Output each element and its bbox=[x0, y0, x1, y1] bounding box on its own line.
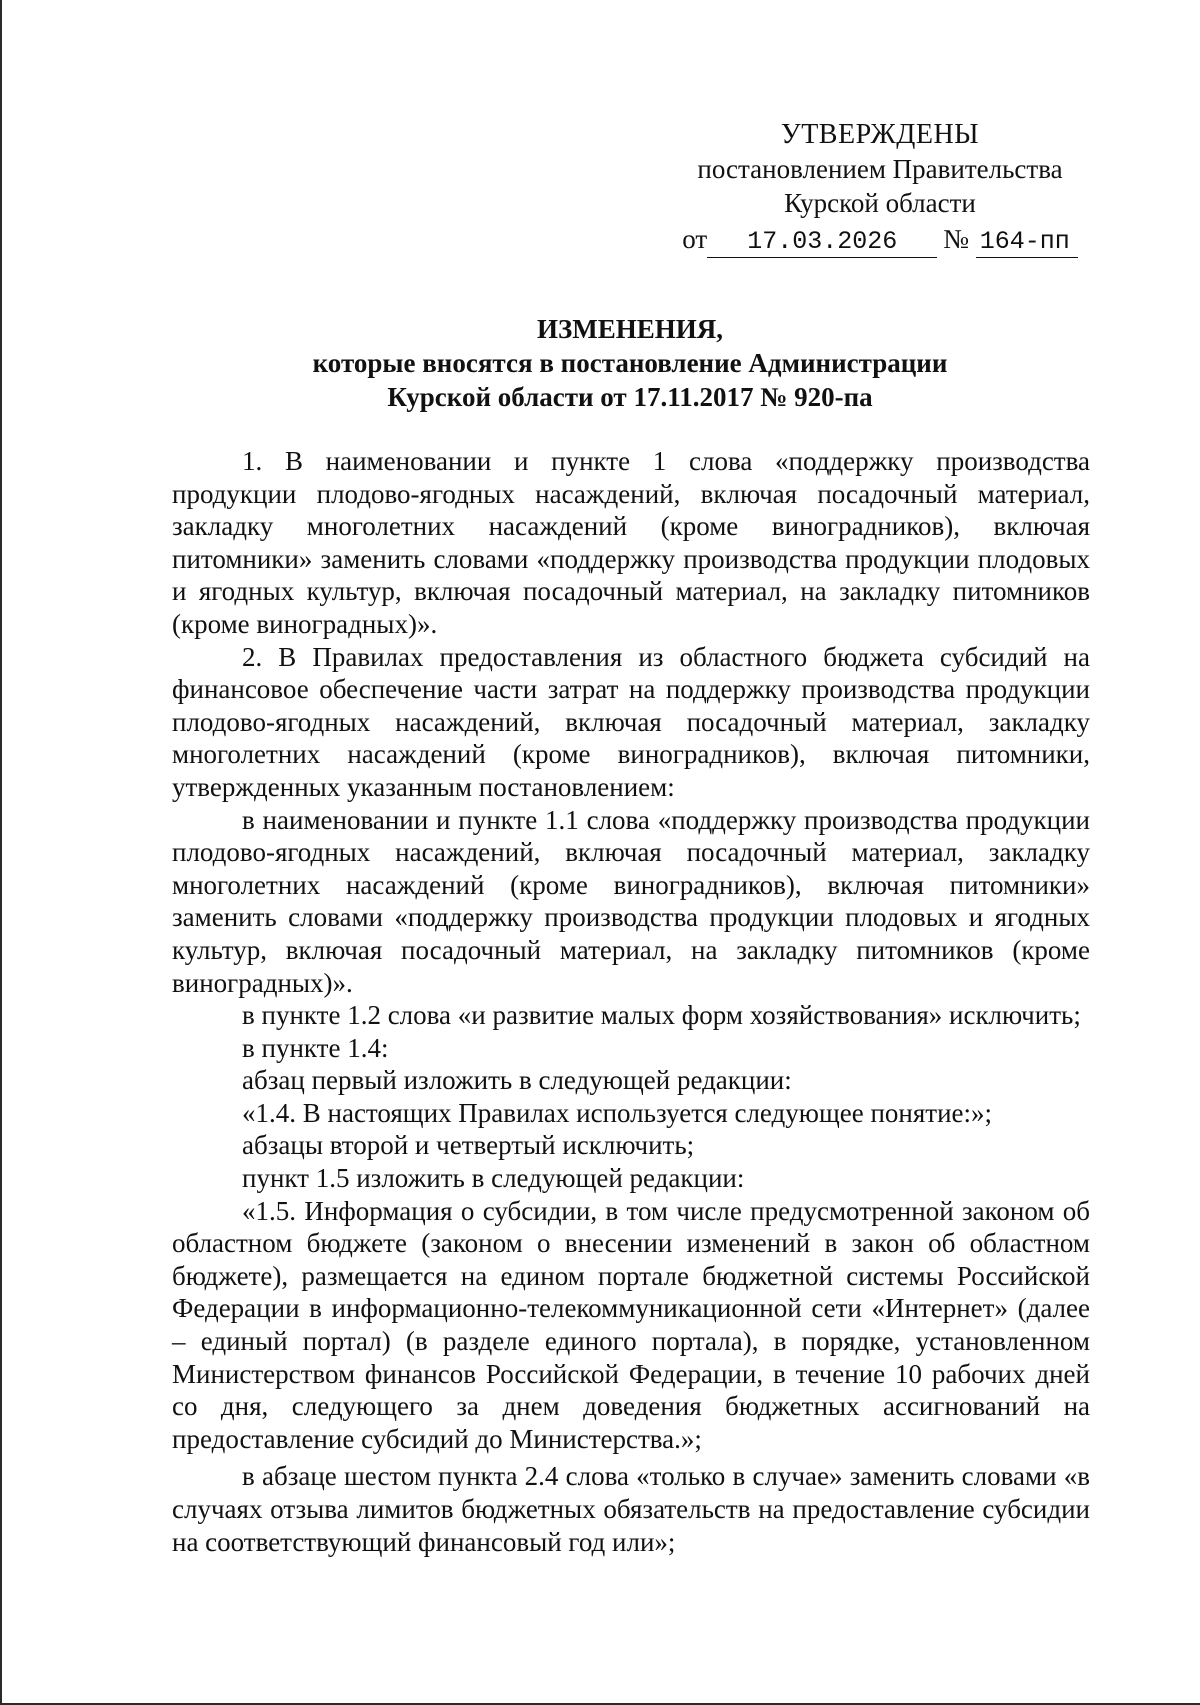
heading-title: ИЗМЕНЕНИЯ, bbox=[536, 314, 723, 344]
approval-title: УТВЕРЖДЕНЫ bbox=[780, 119, 980, 150]
document-heading bbox=[170, 312, 1090, 414]
paragraph-5: в пункте 1.4: bbox=[242, 1032, 389, 1063]
heading-subtitle-1: которые вносятся в постановление Администрации bbox=[312, 348, 948, 378]
document-body bbox=[172, 445, 1090, 1558]
approval-stamp-block bbox=[660, 118, 1100, 258]
approval-number: 164-пп bbox=[976, 227, 1078, 258]
paragraph-3: в наименовании и пункте 1.1 слова «поддержку производства продукции плодово-ягодных насаждений, включая посадочный материал, закладку многолетних насаждений (кроме виноградников), включая питомники» заменить словами «поддержку производства продукции плодовых и ягодных культур, включая посадочный материал, на закладку питомников (кроме виноградных)». bbox=[172, 804, 1090, 998]
heading-subtitle-2: Курской области от 17.11.2017 № 920-па bbox=[387, 382, 873, 412]
paragraph-6: абзац первый изложить в следующей редакции: bbox=[242, 1065, 792, 1096]
date-prefix: от bbox=[682, 224, 708, 254]
paragraph-7: «1.4. В настоящих Правилах используется следующее понятие:»; bbox=[242, 1097, 993, 1128]
paragraph-9: пункт 1.5 изложить в следующей редакции: bbox=[242, 1163, 745, 1194]
approval-date-line bbox=[660, 222, 1100, 258]
paragraph-10: «1.5. Информация о субсидии, в том числе предусмотренной законом об областном бюджете (законом о внесении изменений в закон об областном бюджете), размещается на едином портале бюджетной системы Российской Федерации в информационно-телекоммуникационной сети «Интернет» (далее – единый портал) (в разделе единого портала), в порядке, установленном Министерством финансов Российской Федерации, в течение 10 рабочих дней со дня, следующего за днем доведения бюджетных ассигнований на предоставление субсидий до Министерства.»; bbox=[172, 1195, 1090, 1454]
approval-line-2: Курской области bbox=[784, 188, 976, 218]
paragraph-1: 1. В наименовании и пункте 1 слова «поддержку производства продукции плодово-ягодных насаждений, включая посадочный материал, закладку многолетних насаждений (кроме виноградников), включая питомники» заменить словами «поддержку производства продукции плодовых и ягодных культур, включая посадочный материал, на закладку питомников (кроме виноградных)». bbox=[172, 446, 1090, 639]
paragraph-4: в пункте 1.2 слова «и развитие малых форм хозяйствования» исключить; bbox=[242, 1000, 1081, 1031]
approval-line-1: постановлением Правительства bbox=[697, 154, 1063, 184]
scan-left-edge bbox=[0, 0, 2, 1705]
approval-date: 17.03.2026 bbox=[707, 227, 937, 258]
number-prefix: № bbox=[943, 224, 969, 254]
paragraph-11: в абзаце шестом пункта 2.4 слова «только в случае» заменить словами «в случаях отзыва лимитов бюджетных обязательств на предоставление субсидии на соответствующий финансовый год или»; bbox=[172, 1461, 1090, 1557]
paragraph-2: 2. В Правилах предоставления из областного бюджета субсидий на финансовое обеспечение части затрат на поддержку производства продукции плодово-ягодных насаждений, включая посадочный материал, закладку многолетних насаждений (кроме виноградников), включая питомники, утвержденных указанным постановлением: bbox=[172, 641, 1090, 802]
paragraph-8: абзацы второй и четвертый исключить; bbox=[242, 1130, 695, 1161]
